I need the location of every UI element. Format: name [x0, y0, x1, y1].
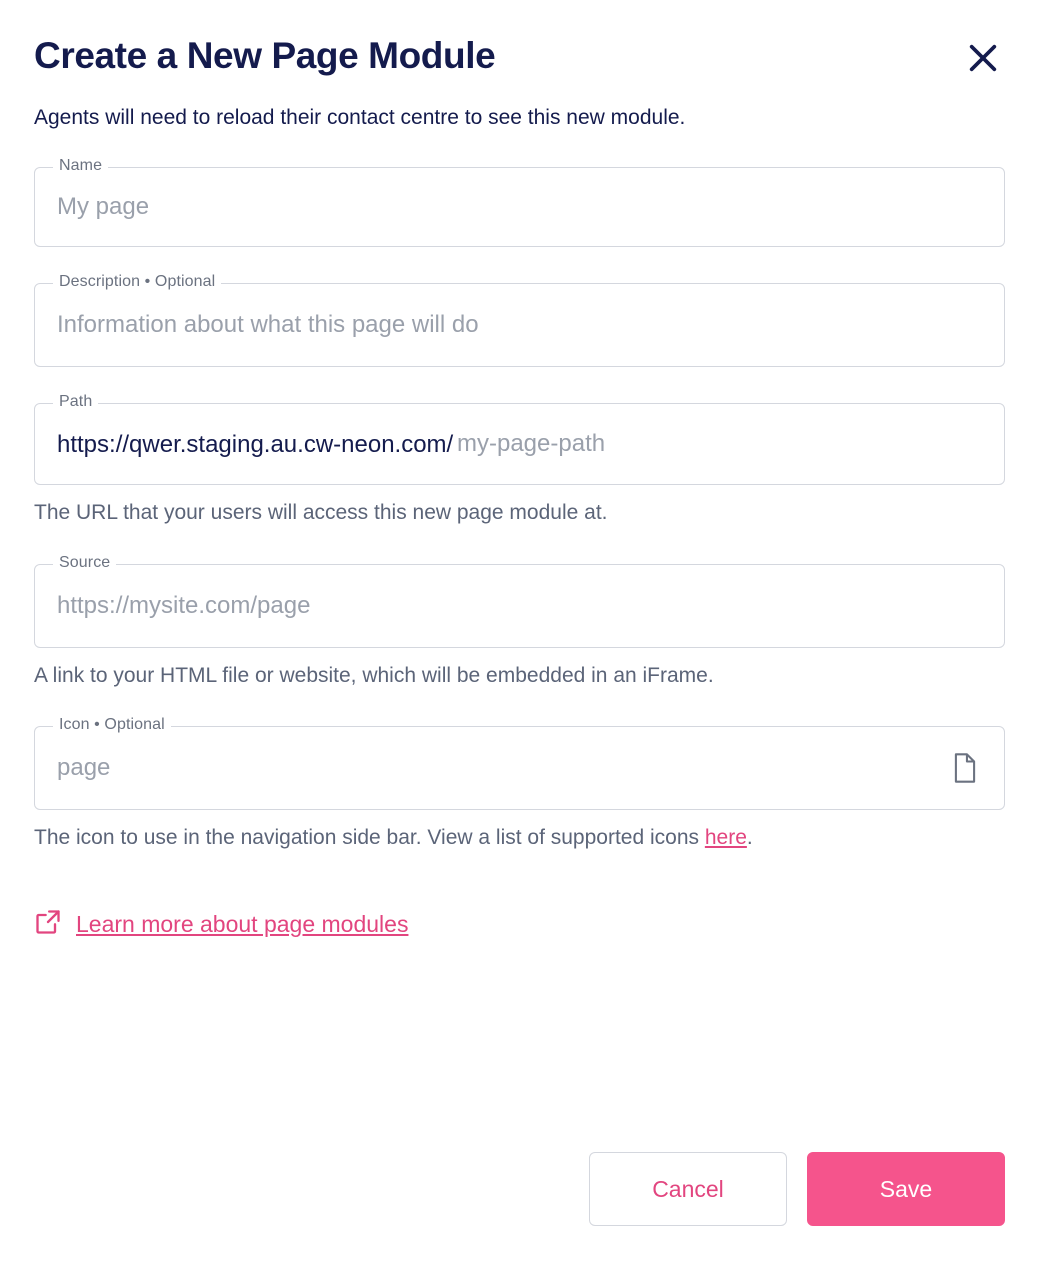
icon-helper-before: The icon to use in the navigation side bar. View a list of supported icons: [34, 825, 705, 849]
source-input[interactable]: [57, 592, 982, 620]
description-field-group: [34, 273, 1005, 367]
path-field-group: [34, 393, 1005, 527]
icon-label: Icon • Optional: [53, 717, 171, 733]
close-icon: [966, 41, 1000, 75]
path-label: Path: [53, 394, 98, 410]
icon-helper-text: [34, 824, 1005, 852]
path-fieldset: [34, 393, 1005, 485]
description-label: Description • Optional: [53, 274, 221, 290]
source-field-group: [34, 553, 1005, 690]
dialog-actions: [589, 1152, 1005, 1226]
description-fieldset: [34, 273, 1005, 367]
name-label: Name: [53, 158, 108, 174]
dialog-header: [34, 34, 1005, 80]
name-input[interactable]: [57, 193, 982, 221]
icon-fieldset: [34, 715, 1005, 810]
path-prefix: https://qwer.staging.au.cw-neon.com/: [57, 430, 454, 458]
learn-more-row: [34, 908, 1005, 941]
name-field-group: [34, 157, 1005, 247]
page-icon: [948, 751, 982, 785]
save-button[interactable]: Save: [807, 1152, 1005, 1226]
icon-field-group: [34, 715, 1005, 852]
supported-icons-link[interactable]: here: [704, 825, 747, 849]
description-input[interactable]: [57, 311, 982, 339]
icon-input[interactable]: [57, 754, 948, 782]
close-button[interactable]: [961, 36, 1005, 80]
dialog-subtitle: Agents will need to reload their contact centre to see this new module.: [34, 106, 686, 129]
learn-more-link[interactable]: Learn more about page modules: [76, 911, 409, 938]
path-input[interactable]: [457, 430, 982, 458]
cancel-button[interactable]: Cancel: [589, 1152, 787, 1226]
path-helper-text: The URL that your users will access this new page module at.: [34, 501, 608, 525]
external-link-icon: [34, 908, 62, 941]
icon-helper-after: .: [746, 825, 753, 849]
source-fieldset: [34, 553, 1005, 648]
name-fieldset: [34, 157, 1005, 247]
source-helper-text: A link to your HTML file or website, which will be embedded in an iFrame.: [34, 663, 714, 687]
page-title: Create a New Page Module: [34, 35, 496, 76]
source-label: Source: [53, 555, 116, 571]
